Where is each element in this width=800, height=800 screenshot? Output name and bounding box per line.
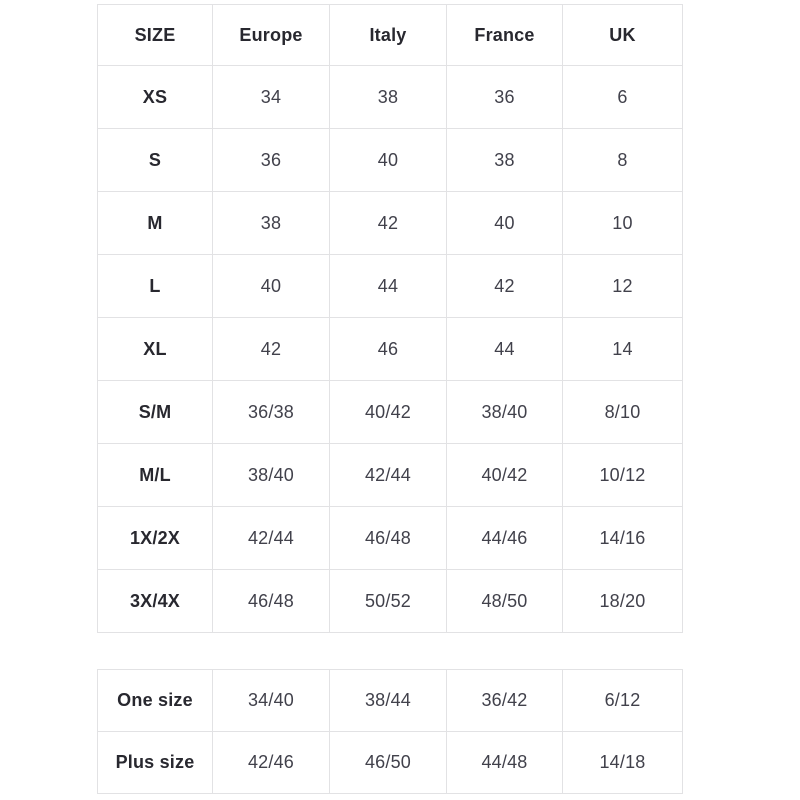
- value-cell: 38/40: [447, 381, 563, 444]
- value-cell: 48/50: [447, 570, 563, 633]
- row-label-s: S: [98, 129, 213, 192]
- value-cell: 6: [563, 66, 683, 129]
- column-header-uk: UK: [563, 5, 683, 66]
- value-cell: 14/16: [563, 507, 683, 570]
- value-cell: 42/46: [213, 732, 330, 794]
- row-label-one-size: One size: [98, 670, 213, 732]
- column-header-europe: Europe: [213, 5, 330, 66]
- value-cell: 40: [213, 255, 330, 318]
- value-cell: 40/42: [447, 444, 563, 507]
- value-cell: 38: [330, 66, 447, 129]
- special-sizes-table: [97, 669, 683, 794]
- row-label-m: M: [98, 192, 213, 255]
- value-cell: 8/10: [563, 381, 683, 444]
- table-row-sm: [98, 381, 683, 444]
- table-row-xs: [98, 66, 683, 129]
- table-row-ml: [98, 444, 683, 507]
- value-cell: 38: [213, 192, 330, 255]
- row-label-ml: M/L: [98, 444, 213, 507]
- table-row-1x2x: [98, 507, 683, 570]
- value-cell: 42: [330, 192, 447, 255]
- value-cell: 42: [447, 255, 563, 318]
- value-cell: 42: [213, 318, 330, 381]
- value-cell: 42/44: [213, 507, 330, 570]
- value-cell: 36: [213, 129, 330, 192]
- value-cell: 38: [447, 129, 563, 192]
- row-label-l: L: [98, 255, 213, 318]
- value-cell: 8: [563, 129, 683, 192]
- value-cell: 6/12: [563, 670, 683, 732]
- table-row-m: [98, 192, 683, 255]
- value-cell: 46/48: [213, 570, 330, 633]
- value-cell: 18/20: [563, 570, 683, 633]
- table-row-one-size: [98, 670, 683, 732]
- table-row-3x4x: [98, 570, 683, 633]
- row-label-3x4x: 3X/4X: [98, 570, 213, 633]
- table-row-plus-size: [98, 732, 683, 794]
- table-row-xl: [98, 318, 683, 381]
- value-cell: 34: [213, 66, 330, 129]
- column-header-italy: Italy: [330, 5, 447, 66]
- table-row-l: [98, 255, 683, 318]
- value-cell: 36: [447, 66, 563, 129]
- value-cell: 10: [563, 192, 683, 255]
- value-cell: 36/42: [447, 670, 563, 732]
- value-cell: 14: [563, 318, 683, 381]
- value-cell: 44/46: [447, 507, 563, 570]
- value-cell: 46/50: [330, 732, 447, 794]
- row-label-plus-size: Plus size: [98, 732, 213, 794]
- value-cell: 42/44: [330, 444, 447, 507]
- value-cell: 44: [447, 318, 563, 381]
- column-header-size: SIZE: [98, 5, 213, 66]
- value-cell: 36/38: [213, 381, 330, 444]
- value-cell: 40: [447, 192, 563, 255]
- row-label-xl: XL: [98, 318, 213, 381]
- value-cell: 12: [563, 255, 683, 318]
- value-cell: 14/18: [563, 732, 683, 794]
- header-row: [98, 5, 683, 66]
- value-cell: 44/48: [447, 732, 563, 794]
- value-cell: 40/42: [330, 381, 447, 444]
- column-header-france: France: [447, 5, 563, 66]
- value-cell: 46/48: [330, 507, 447, 570]
- value-cell: 34/40: [213, 670, 330, 732]
- size-conversion-table: [97, 4, 683, 633]
- row-label-1x2x: 1X/2X: [98, 507, 213, 570]
- value-cell: 38/44: [330, 670, 447, 732]
- row-label-xs: XS: [98, 66, 213, 129]
- size-conversion-section: [97, 4, 682, 794]
- value-cell: 46: [330, 318, 447, 381]
- value-cell: 44: [330, 255, 447, 318]
- table-row-s: [98, 129, 683, 192]
- value-cell: 38/40: [213, 444, 330, 507]
- row-label-sm: S/M: [98, 381, 213, 444]
- value-cell: 50/52: [330, 570, 447, 633]
- value-cell: 10/12: [563, 444, 683, 507]
- value-cell: 40: [330, 129, 447, 192]
